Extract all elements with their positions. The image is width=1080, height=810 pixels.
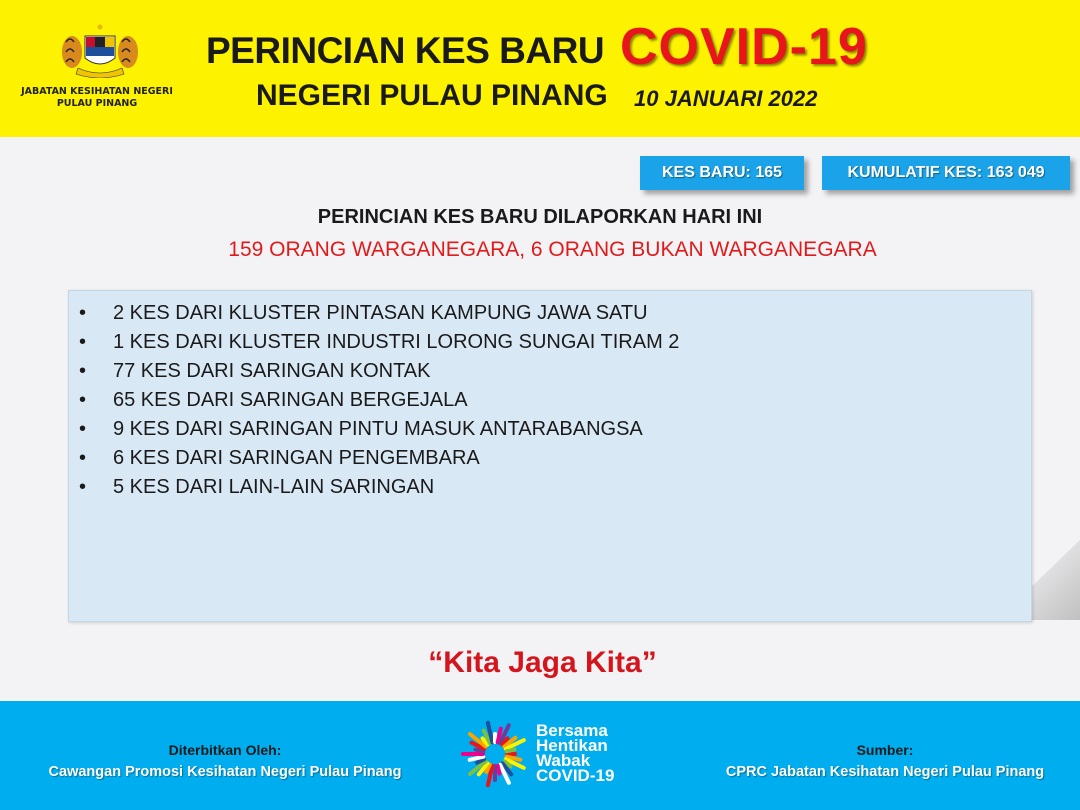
header-banner (0, 0, 1080, 137)
citizenship-breakdown: 159 ORANG WARGANEGARA, 6 ORANG BUKAN WARGANEGARA (228, 238, 877, 261)
department-line2: PULAU PINANG (56, 98, 138, 109)
list-item (69, 357, 1031, 386)
department-line1: JABATAN KESIHATAN NEGERI (21, 86, 173, 97)
list-item-text: 9 KES DARI SARINGAN PINTU MASUK ANTARABANGSA (113, 418, 643, 440)
list-item (69, 415, 1031, 444)
publisher-value: Cawangan Promosi Kesihatan Negeri Pulau Pinang (48, 764, 402, 780)
list-item (69, 444, 1031, 473)
list-item-text: 2 KES DARI KLUSTER PINTASAN KAMPUNG JAWA SATU (113, 302, 648, 324)
new-cases-badge: KES BARU: 165 (640, 156, 804, 190)
publisher-label: Diterbitkan Oleh: (168, 742, 282, 758)
list-item-text: 5 KES DARI LAIN-LAIN SARINGAN (113, 476, 435, 498)
list-item (69, 328, 1031, 357)
list-item-text: 77 KES DARI SARINGAN KONTAK (113, 360, 431, 382)
report-title: PERINCIAN KES BARU (206, 30, 605, 71)
slogan: “Kita Jaga Kita” (428, 646, 657, 679)
campaign-line4: COVID-19 (536, 766, 615, 785)
footer (0, 701, 1080, 810)
state-title: NEGERI PULAU PINANG (256, 79, 608, 112)
list-item (69, 473, 1031, 502)
case-sources-panel (68, 290, 1032, 622)
campaign-logo-text (536, 723, 614, 783)
bullet-icon: • (79, 360, 87, 382)
bullet-icon: • (79, 447, 87, 469)
list-item (69, 299, 1031, 328)
starburst-logo-icon (458, 717, 532, 791)
bullet-icon: • (79, 331, 87, 353)
campaign-line3: Wabak (536, 751, 591, 770)
bullet-icon: • (79, 418, 87, 440)
case-sources-list (69, 291, 1031, 502)
bullet-icon: • (79, 389, 87, 411)
report-date: 10 JANUARI 2022 (634, 86, 818, 111)
bullet-icon: • (79, 302, 87, 324)
campaign-line1: Bersama (536, 721, 608, 740)
source-value: CPRC Jabatan Kesihatan Negeri Pulau Pinang (725, 764, 1045, 780)
starburst-ray (498, 766, 500, 774)
list-item (69, 386, 1031, 415)
decorative-shadow (1030, 540, 1080, 620)
cumulative-cases-badge: KUMULATIF KES: 163 049 (822, 156, 1070, 190)
details-heading: PERINCIAN KES BARU DILAPORKAN HARI INI (317, 206, 763, 228)
covid-label: COVID-19 (620, 18, 868, 76)
source-label: Sumber: (856, 742, 914, 758)
coat-of-arms-icon (58, 22, 142, 78)
list-item-text: 65 KES DARI SARINGAN BERGEJALA (113, 389, 468, 411)
starburst-ray (507, 750, 515, 752)
department-name (14, 86, 180, 110)
list-item-text: 1 KES DARI KLUSTER INDUSTRI LORONG SUNGAI TIRAM 2 (113, 331, 680, 353)
campaign-line2: Hentikan (536, 736, 608, 755)
list-item-text: 6 KES DARI SARINGAN PENGEMBARA (113, 447, 480, 469)
bullet-icon: • (79, 476, 87, 498)
